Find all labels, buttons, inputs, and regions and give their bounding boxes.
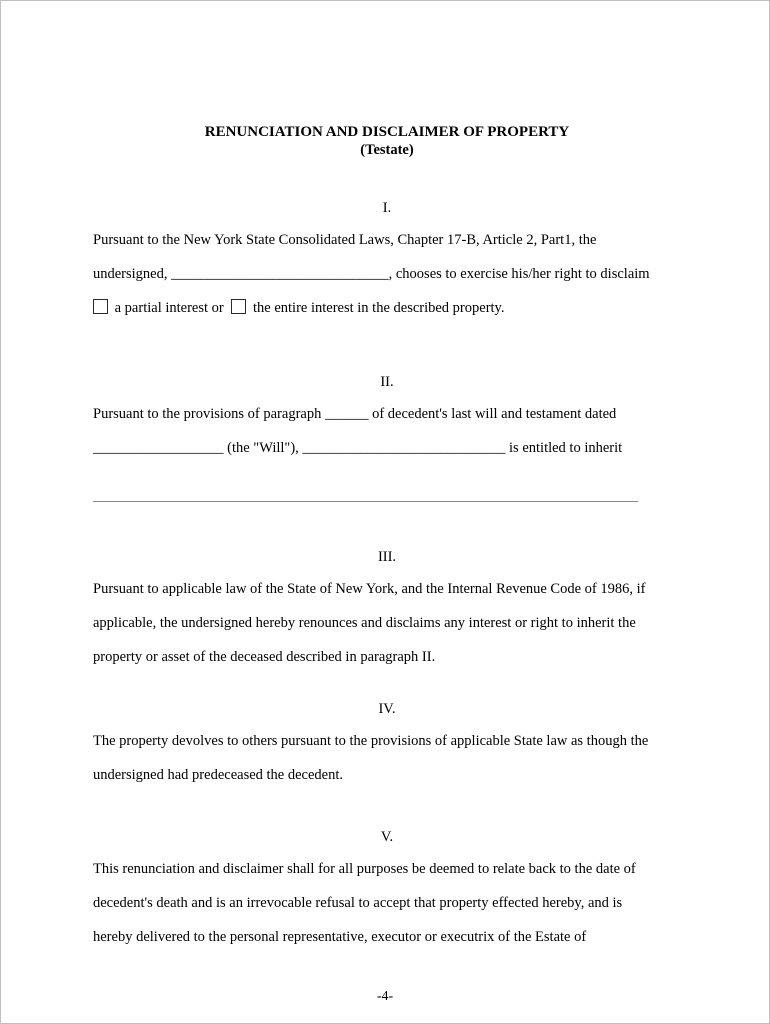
section-v-line-2: decedent's death and is an irrevocable refusal to accept that property effected hereby, and is — [93, 895, 623, 911]
section-iii-line-2: applicable, the undersigned hereby renounces and disclaims any interest or right to inherit the — [93, 615, 636, 631]
section-ii-line-2: __________________ (the "Will"), ____________________________ is entitled to inherit — [93, 440, 623, 456]
section-i-line-1: Pursuant to the New York State Consolidated Laws, Chapter 17-B, Article 2, Part1, the — [93, 232, 597, 248]
section-i-line-2: undersigned, ______________________________, chooses to exercise his/her right to disclaim — [93, 266, 650, 282]
partial-interest-checkbox[interactable] — [93, 299, 108, 314]
section-iii-line-3: property or asset of the deceased described in paragraph II. — [93, 649, 436, 665]
section-v-numeral: V. — [380, 829, 394, 845]
section-v-line-3: hereby delivered to the personal representative, executor or executrix of the Estate of — [93, 929, 587, 945]
entire-interest-label: the entire interest in the described property. — [252, 300, 505, 316]
section-iii-line-1: Pursuant to applicable law of the State of New York, and the Internal Revenue Code of 1986, if — [93, 581, 646, 597]
page-number: -4- — [376, 989, 394, 1004]
section-ii-numeral: II. — [380, 374, 394, 390]
section-i-numeral: I. — [382, 200, 392, 216]
section-iii — [93, 548, 681, 674]
section-iv — [93, 700, 681, 792]
document-title: RENUNCIATION AND DISCLAIMER OF PROPERTY — [204, 124, 570, 140]
partial-interest-label: a partial interest or — [114, 300, 224, 316]
inheritance-description-blank-line — [93, 501, 638, 502]
section-v — [93, 828, 681, 954]
section-iv-line-2: undersigned had predeceased the decedent. — [93, 767, 344, 783]
section-iv-line-1: The property devolves to others pursuant to the provisions of applicable State law as though the — [93, 733, 649, 749]
document-subtitle: (Testate) — [360, 142, 414, 158]
interest-choice-line — [93, 291, 681, 325]
section-ii-line-1: Pursuant to the provisions of paragraph ______ of decedent's last will and testament dated — [93, 406, 617, 422]
section-i — [93, 199, 681, 325]
document-content — [1, 123, 769, 954]
entire-interest-checkbox[interactable] — [231, 299, 246, 314]
section-ii — [93, 373, 681, 502]
section-iv-numeral: IV. — [378, 701, 396, 717]
section-iii-numeral: III. — [377, 549, 397, 565]
section-v-line-1: This renunciation and disclaimer shall for all purposes be deemed to relate back to the date of — [93, 861, 636, 877]
